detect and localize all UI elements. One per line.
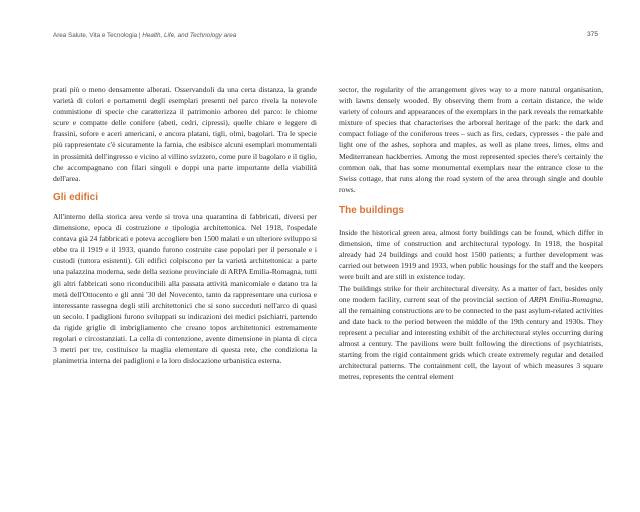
running-head-italic: Health, Life, and Technology area	[142, 32, 237, 39]
italian-paragraph-2: All'interno della storica area verde si trova una quarantina di fabbricati, diversi per dimensione, epoca di costruzione e tipologia architettonica. Nel 1918, l'ospedale contava già 24 fabbricati e poteva accogliere ben 1500 malati e un ulteriore sviluppo si ebbe tra il 1919 e il 1933, quando furono costruite case popolari per il personale e i custodi (tuttora esistenti). Gli edifici colpiscono per la varietà architettonica: a parte una palazzina moderna, sede della sezione provinciale di ARPA Emilia-Romagna, tutti gli altri fabbricati sono riconducibili alla passata attività manicomiale e datano tra la metà dell'Ottocento e gli anni '30 del Novecento, tanto da rappresentare una curiosa e interessante rassegna degli stili architettonici che si sono succeduti nell'arco di quasi un secolo. I padiglioni furono sviluppati su indicazioni dei medici psichiatri, partendo da rigide griglie di imbrigliamento che creano topos architettonici estremamente regolari e circostanziati. La cella di contenzione, avente dimensione in pianta di circa 3 metri per tre, costituisce la maglia elementare di questa rete, che condiziona la planimetria interna dei padiglioni e la loro dislocazione urbanistica esterna.	[53, 211, 317, 366]
english-paragraph-3	[339, 283, 603, 383]
italian-paragraph-1: prati più o meno densamente alberati. Osservandoli da una certa distanza, la grande varietà di colori e portamenti degli esemplari presenti nel parco rivela la notevole commistione di specie che caratterizza il patrimonio arboreo del parco: le chiome scure e compatte delle conifere (abeti, cedri, cipressi), quelle chiare e leggere di frassini, sofore e aceri americani, e ancora platani, tigli, olmi, bagolari. Tra le specie più rappresentate c'è sicuramente la farnia, che esibisce alcuni esemplari monumentali in prossimità dell'ingresso e vicino al villino svizzero, come pure il bagolaro e il tiglio, che accompagnano con filari singoli e doppi una parte importante della viabilità dell'area.	[53, 85, 317, 183]
italian-column	[53, 84, 317, 366]
page-number: 375	[586, 31, 598, 38]
arpa-italic-name: ARPA Emilia-Romagna	[529, 294, 602, 304]
section-heading-the-buildings: The buildings	[339, 204, 404, 216]
running-head-prefix: Area Salute, Vita e Tecnologia |	[53, 32, 143, 39]
english-column	[339, 84, 603, 382]
section-heading-gli-edifici: Gli edifici	[53, 191, 99, 203]
english-paragraph-3-part-2: , all the remaining constructions are to be connected to the past asylum-related activities and date back to the period between the middle of the 19th century and 1930s. They represent a peculiar and interesting exhibit of the architectural styles occurring during almost a century. The pavilions were built following the directions of psychiatrists, starting from the rigid containment grids which create extremely regular and detailed architectural patterns. The containment cell, the layout of which measures 3 square metres, represents the central element	[339, 294, 604, 382]
english-paragraph-3-part-1: The buildings strike for their architectural diversity. As a matter of fact, besides only one modern facility, current seat of the provincial section of	[339, 283, 603, 304]
running-head	[53, 32, 236, 39]
running-header	[53, 30, 598, 42]
english-paragraph-1: sector, the regularity of the arrangement gives way to a more natural organisation, with lawns densely wooded. By observing them from a certain distance, the wide variety of colours and appearances of the exemplars in the park reveals the remarkable mixture of species that characterises the arboreal heritage of the park: the dark and compact foliage of the coniferous trees – such as firs, cedars, cypresses - the pale and light one of the ashes, sophora and maples, as well as plane trees, limes, elms and Mediterranean hackberries. Among the most represented species there's certainly the common oak, that has some monumental exemplars near the entrance close to the Swiss cottage, that runs along the road system of the area through single and double rows.	[339, 85, 603, 194]
english-paragraph-2: Inside the historical green area, almost forty buildings can be found, which differ in dimension, time of construction and architectural typology. In 1918, the hospital already had 24 buildings and could host 1500 patients; a further development was carried out between 1919 and 1933, when public housings for the staff and the keepers were built and are still in existence today.	[339, 228, 603, 282]
